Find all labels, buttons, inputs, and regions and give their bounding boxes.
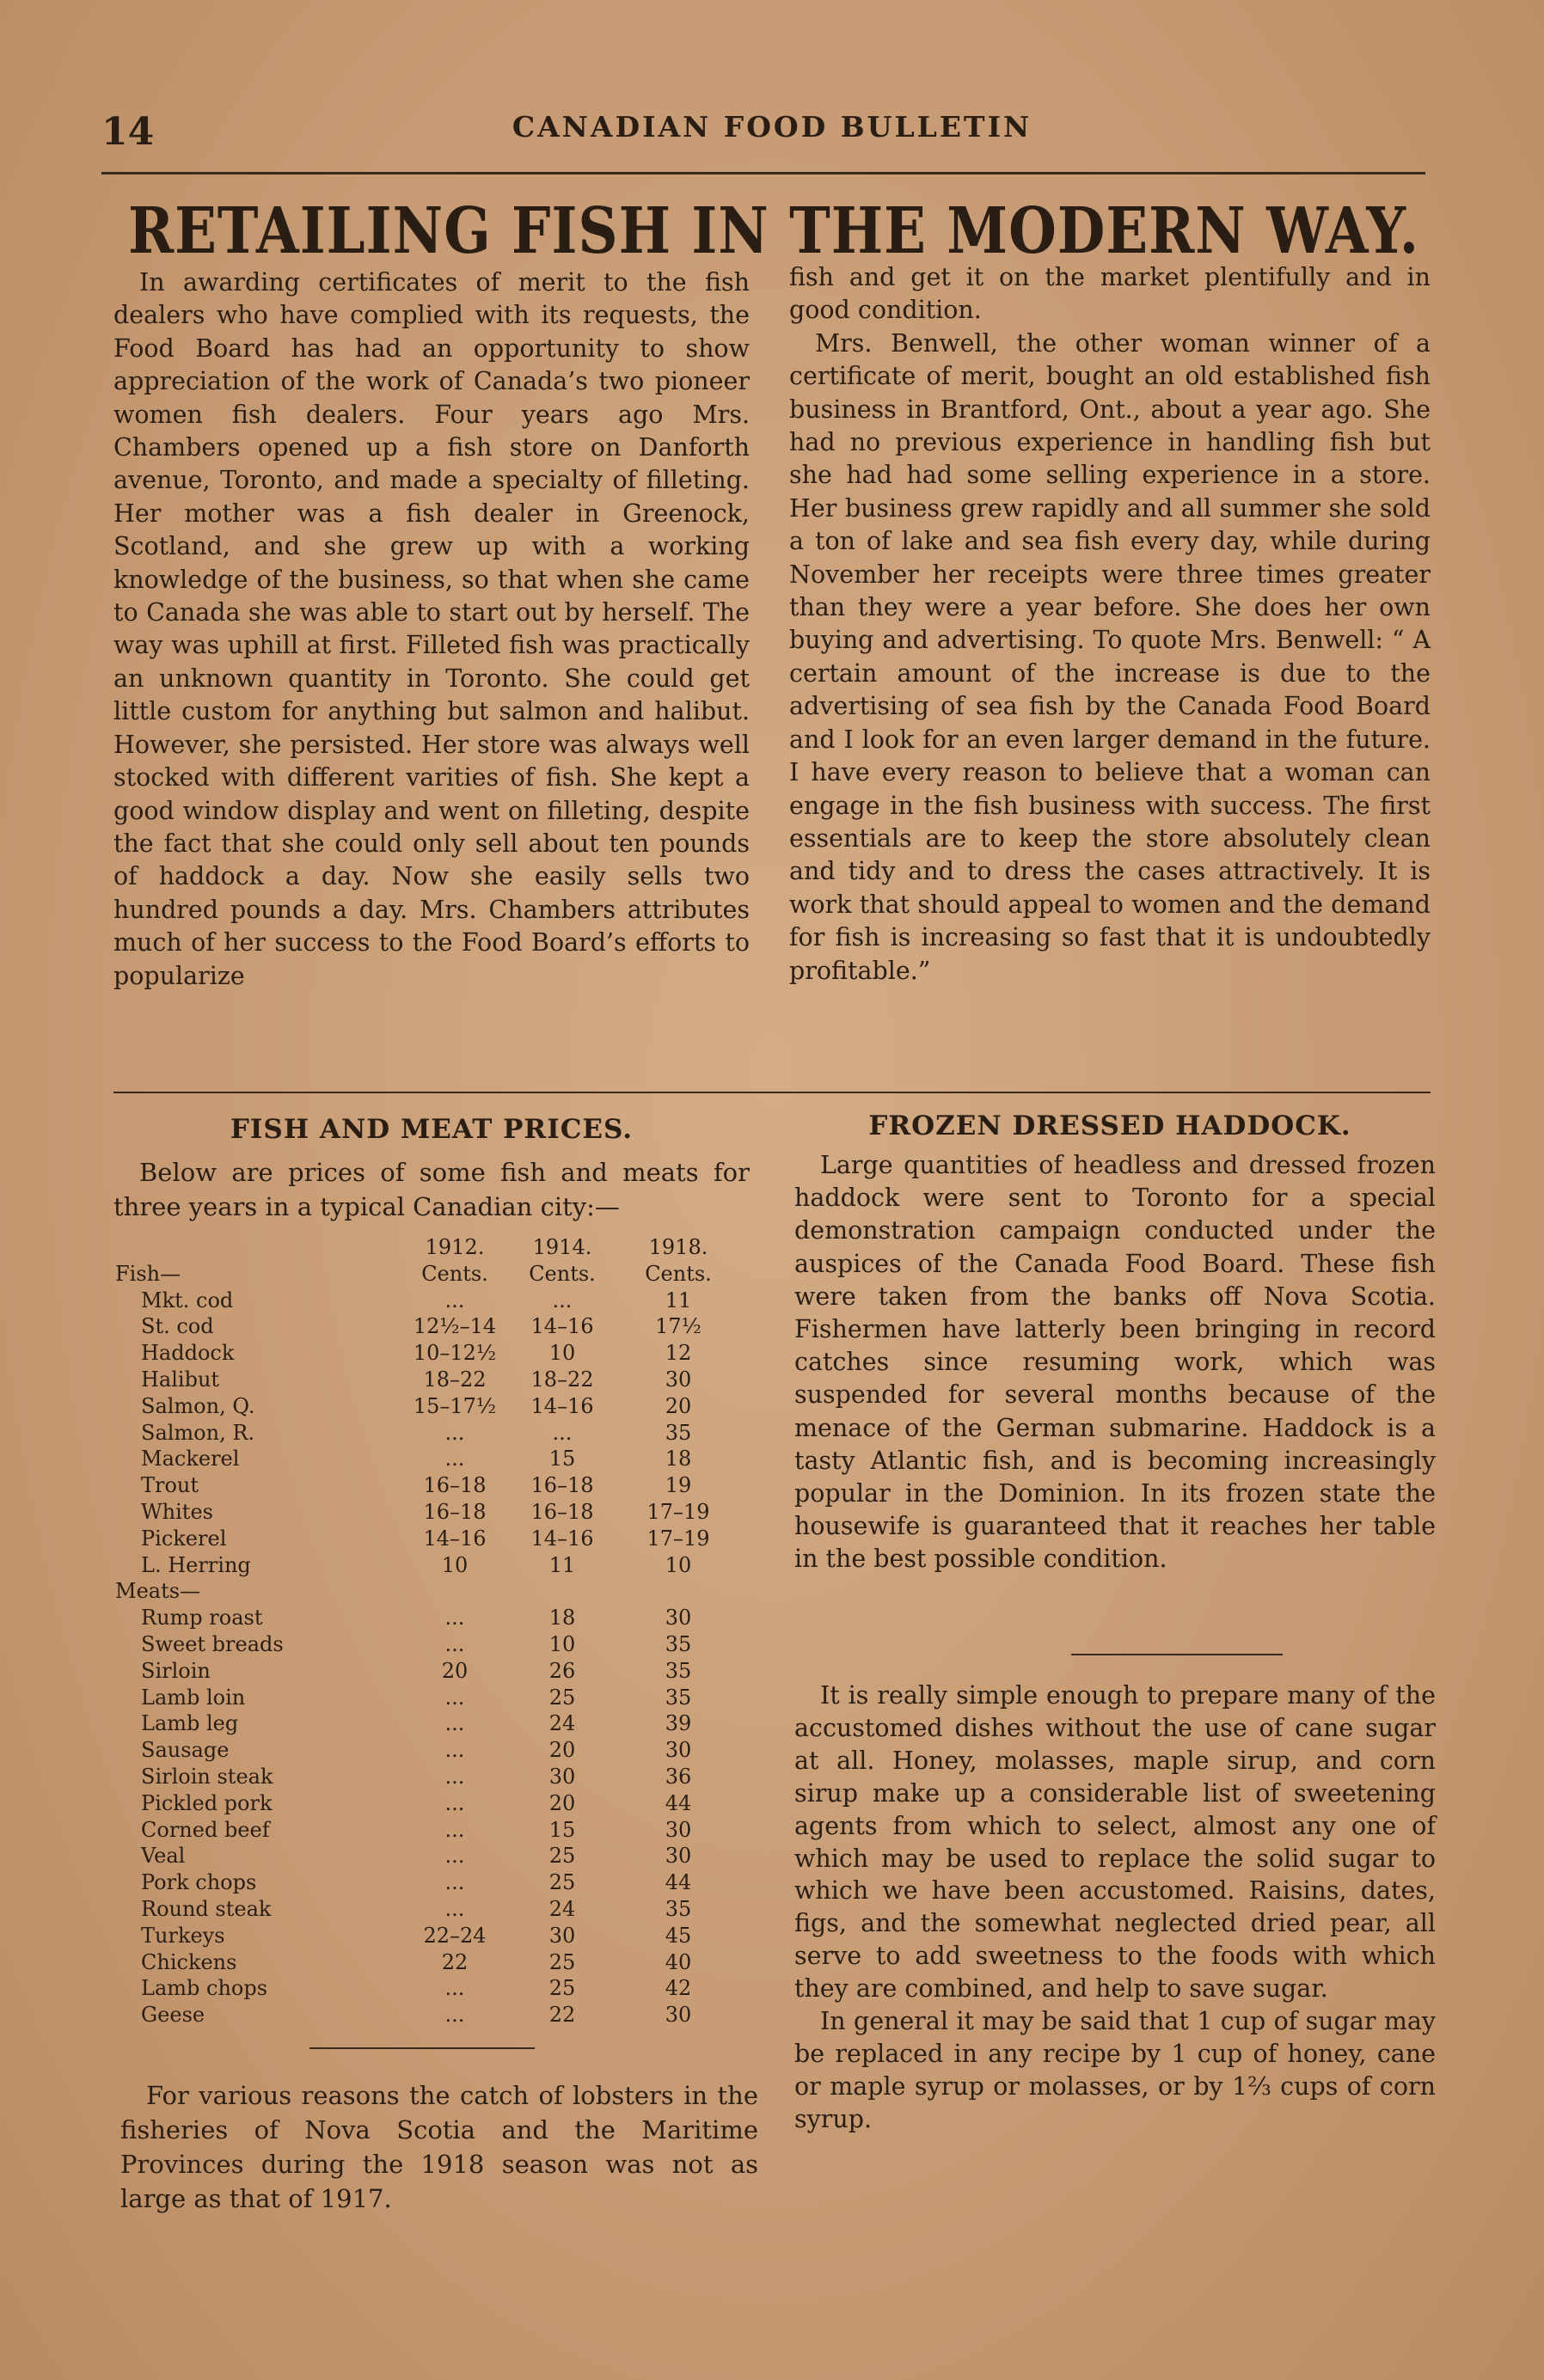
price-1914: 14–16 <box>530 1393 594 1418</box>
price-1914: 18 <box>548 1606 576 1631</box>
fish-rows <box>115 1288 751 1579</box>
price-1918: 30 <box>665 1844 692 1869</box>
haddock-article: Large quantities of headless and dressed frozen haddock were sent to Toronto for a special demonstration campaign conducted under the auspices of the Canada Food Board. These fish were taken from the banks off Nova Scotia. Fishermen have latterly been bringing in record catches since resuming work, which was suspended for several months because of the menace of the German submarine. Haddock is a tasty Atlantic fish, and is becoming increasingly popular in the Dominion. In its frozen state the housewife is guaranteed that it reaches her table in the best possible condition. <box>794 1151 1436 1574</box>
article-paragraph: In awarding certificates of merit to the fish dealers who have complied with its requests, the Food Board has had an opportunity to show appreciation of the work of Canada’s two pioneer women fish dealers. Four years ago Mrs. Chambers opened up a fish store on Danforth avenue, Toronto, and made a specialty of filleting. Her mother was a fish dealer in Greenock, Scotland, and she grew up with a working knowledge of the business, so that when she came to Canada she was able to start out by herself. The way was uphill at first. Filleted fish was practically an unknown quantity in Toronto. She could get little custom for anything but salmon and halibut. However, she persisted. Her store was always well stocked with different varities of fish. She kept a good window display and went on filleting, despite the fact that she could only sell about ten pounds of haddock a day. Now she easily sells two hundred pounds a day. Mrs. Chambers attributes much of her success to the Food Board’s efforts to popularize <box>113 268 750 990</box>
table-row <box>115 1923 751 1949</box>
price-1918: 17–19 <box>646 1499 710 1524</box>
price-1914: 24 <box>548 1896 576 1921</box>
table-row <box>115 1313 751 1340</box>
price-1912: 12½–14 <box>413 1314 497 1339</box>
item-name: Lamb leg <box>141 1711 239 1736</box>
price-1912: ... <box>444 1896 465 1921</box>
price-1918: 30 <box>665 1817 692 1842</box>
price-1912: 22–24 <box>423 1923 487 1948</box>
meats-label: Meats— <box>115 1579 201 1604</box>
prices-intro: Below are prices of some fish and meats for three years in a typical Canadian city:— <box>113 1158 750 1221</box>
price-1914: 20 <box>548 1790 576 1815</box>
item-name: Pork chops <box>141 1870 257 1895</box>
item-name: Sweet breads <box>141 1631 284 1656</box>
item-name: Round steak <box>141 1896 272 1921</box>
unit-header: Cents. <box>529 1261 596 1286</box>
haddock-heading: FROZEN DRESSED HADDOCK. <box>868 1110 1351 1141</box>
price-1914: 26 <box>548 1658 576 1683</box>
table-row <box>115 1869 751 1896</box>
price-1914: 25 <box>548 1949 576 1974</box>
item-name: Veal <box>141 1844 186 1869</box>
price-1918: 35 <box>665 1685 692 1710</box>
year-header: 1914. <box>532 1235 592 1259</box>
item-name: Mackerel <box>141 1447 240 1471</box>
table-row <box>115 1420 751 1447</box>
table-row <box>115 1817 751 1844</box>
price-1918: 44 <box>665 1790 692 1815</box>
item-name: Rump roast <box>141 1606 263 1631</box>
article-column-left <box>113 266 750 993</box>
lobsters-note: For various reasons the catch of lobsters in the fisheries of Nova Scotia and the Maritime Provinces during the 1918 season was not as large as that of 1917. <box>120 2081 758 2213</box>
price-1912: 20 <box>441 1658 469 1683</box>
price-1912: ... <box>444 1817 465 1842</box>
price-1914: 16–18 <box>530 1473 594 1498</box>
table-row <box>115 1685 751 1711</box>
price-1912: ... <box>444 1711 465 1736</box>
table-row <box>115 1552 751 1579</box>
item-name: Sausage <box>141 1738 230 1763</box>
table-header-units <box>115 1261 751 1288</box>
year-header: 1912. <box>425 1235 485 1259</box>
price-1912: ... <box>444 1685 465 1710</box>
item-name: Trout <box>141 1473 199 1498</box>
price-1912: ... <box>444 1420 465 1445</box>
running-title: CANADIAN FOOD BULLETIN <box>512 110 1032 144</box>
table-row <box>115 1710 751 1737</box>
price-1918: 35 <box>665 1896 692 1921</box>
price-1912: 14–16 <box>423 1526 487 1551</box>
price-1918: 35 <box>665 1658 692 1683</box>
price-1912: 16–18 <box>423 1499 487 1524</box>
price-1912: ... <box>444 1870 465 1895</box>
table-row <box>115 1393 751 1420</box>
unit-header: Cents. <box>421 1261 488 1286</box>
price-1912: ... <box>444 2003 465 2028</box>
item-name: Lamb chops <box>141 1976 268 2001</box>
price-1914: 10 <box>548 1631 576 1656</box>
table-row <box>115 1631 751 1658</box>
price-1914: 11 <box>548 1552 576 1577</box>
item-name: Geese <box>141 2003 205 2028</box>
price-1912: 10–12½ <box>413 1341 497 1366</box>
price-1912: ... <box>444 1764 465 1789</box>
item-name: Salmon, Q. <box>141 1393 255 1418</box>
table-row <box>115 1446 751 1472</box>
price-1918: 11 <box>665 1288 692 1312</box>
price-1918: 17½ <box>655 1314 702 1339</box>
table-row <box>115 1367 751 1393</box>
price-1918: 18 <box>665 1447 692 1471</box>
item-name: Mkt. cod <box>141 1288 234 1312</box>
price-1912: ... <box>444 1976 465 2001</box>
price-1918: 35 <box>665 1420 692 1445</box>
item-name: Salmon, R. <box>141 1420 255 1445</box>
item-name: Sirloin steak <box>141 1764 273 1789</box>
price-1912: ... <box>444 1606 465 1631</box>
price-1918: 10 <box>665 1552 692 1577</box>
price-1918: 17–19 <box>646 1526 710 1551</box>
price-1914: 25 <box>548 1870 576 1895</box>
table-row <box>115 1896 751 1923</box>
item-name: Sirloin <box>141 1658 211 1683</box>
table-row <box>115 1764 751 1790</box>
article-headline: RETAILING FISH IN THE MODERN WAY. <box>127 194 1420 269</box>
price-1912: ... <box>444 1288 465 1312</box>
price-1918: 30 <box>665 1367 692 1392</box>
item-name: Turkeys <box>141 1923 225 1948</box>
price-1914: 14–16 <box>530 1526 594 1551</box>
price-1914: 24 <box>548 1711 576 1736</box>
price-1912: ... <box>444 1447 465 1471</box>
price-1912: ... <box>444 1844 465 1869</box>
short-rule <box>1071 1654 1283 1655</box>
item-name: Corned beef <box>141 1817 270 1842</box>
item-name: Lamb loin <box>141 1685 246 1710</box>
price-1918: 40 <box>665 1949 692 1974</box>
item-name: Pickerel <box>141 1526 227 1551</box>
price-1912: ... <box>444 1790 465 1815</box>
price-table <box>115 1234 751 2028</box>
item-name: St. cod <box>141 1314 214 1339</box>
price-1918: 30 <box>665 1606 692 1631</box>
price-1912: 22 <box>441 1949 469 1974</box>
price-1914: 15 <box>548 1817 576 1842</box>
price-1912: 18–22 <box>423 1367 487 1392</box>
article-column-right <box>789 261 1431 988</box>
price-1914: 15 <box>548 1447 576 1471</box>
item-name: Whites <box>141 1499 213 1524</box>
price-1918: 42 <box>665 1976 692 2001</box>
price-1918: 30 <box>665 2003 692 2028</box>
item-name: Haddock <box>141 1341 235 1366</box>
item-name: Chickens <box>141 1949 237 1974</box>
prices-heading: FISH AND MEAT PRICES. <box>230 1114 634 1145</box>
table-row <box>115 2002 751 2028</box>
table-row <box>115 1975 751 2002</box>
price-1914: 14–16 <box>530 1314 594 1339</box>
page-number: 14 <box>101 110 155 154</box>
table-row <box>115 1658 751 1685</box>
price-1914: 25 <box>548 1976 576 2001</box>
price-1914: 20 <box>548 1738 576 1763</box>
price-1914: 25 <box>548 1685 576 1710</box>
price-1912: ... <box>444 1738 465 1763</box>
price-1914: 30 <box>548 1923 576 1948</box>
price-1914: 10 <box>548 1341 576 1366</box>
item-name: Pickled pork <box>141 1790 273 1815</box>
table-row <box>115 1605 751 1631</box>
price-1918: 19 <box>665 1473 692 1498</box>
table-row <box>115 1790 751 1817</box>
header-rule <box>101 172 1425 174</box>
price-1918: 30 <box>665 1738 692 1763</box>
price-1914: 18–22 <box>530 1367 594 1392</box>
price-1918: 44 <box>665 1870 692 1895</box>
year-header: 1918. <box>648 1235 708 1259</box>
price-1918: 45 <box>665 1923 692 1948</box>
article-paragraph: fish and get it on the market plentifully and in good condition. <box>789 263 1431 325</box>
table-row <box>115 1340 751 1367</box>
price-1914: 22 <box>548 2003 576 2028</box>
article-paragraph: Mrs. Benwell, the other woman winner of a certificate of merit, bought an old established fish business in Brantford, Ont., about a year ago. She had no previous experience in handling fish but she had had some selling experience in a store. Her business grew rapidly and all summer she sold a ton of lake and sea fish every day, while during November her receipts were three times greater than they were a year before. She does her own buying and advertising. To quote Mrs. Benwell: “ A certain amount of the increase is due to the advertising of sea fish by the Canada Food Board and I look for an even larger demand in the future. I have every reason to believe that a woman can engage in the fish business with success. The first essentials are to keep the store absolutely clean and tidy and to dress the cases attractively. It is work that should appeal to women and the demand for fish is increasing so fast that it is undoubtedly profitable.” <box>789 328 1431 985</box>
table-row <box>115 1472 751 1499</box>
price-1912: ... <box>444 1631 465 1656</box>
sugar-article: It is really simple enough to prepare many of the accustomed dishes without the use of cane sugar at all. Honey, molasses, maple sirup, and corn sirup make up a considerable list of sweetening agents from which to select, almost any one of which may be used to replace the solid sugar to which we have been accustomed. Raisins, dates, figs, and the somewhat neglected dried pear, all serve to add sweetness to the foods with which they are combined, and help to save sugar. In general it may be said that 1 cup of sugar may be replaced in any recipe by 1 cup of honey, cane or maple syrup or molasses, or by 1⅔ cups of corn syrup. <box>794 1681 1436 2133</box>
item-name: L. Herring <box>141 1552 251 1577</box>
price-1912: 16–18 <box>423 1473 487 1498</box>
meats-label-row <box>115 1578 751 1605</box>
price-1912: 15–17½ <box>413 1393 497 1418</box>
price-1914: 16–18 <box>530 1499 594 1524</box>
table-row <box>115 1843 751 1869</box>
table-row <box>115 1737 751 1764</box>
price-1918: 36 <box>665 1764 692 1789</box>
price-1914: 25 <box>548 1844 576 1869</box>
table-row <box>115 1526 751 1552</box>
short-rule <box>309 2047 535 2049</box>
price-1914: 30 <box>548 1764 576 1789</box>
price-1918: 12 <box>665 1341 692 1366</box>
unit-header: Cents. <box>645 1261 712 1286</box>
price-1912: 10 <box>441 1552 469 1577</box>
table-header-years <box>115 1234 751 1261</box>
table-row <box>115 1949 751 1976</box>
price-1918: 35 <box>665 1631 692 1656</box>
fish-label: Fish— <box>115 1261 181 1286</box>
item-name: Halibut <box>141 1367 220 1392</box>
meat-rows <box>115 1605 751 2028</box>
price-1914: ... <box>552 1288 573 1312</box>
price-1918: 39 <box>665 1711 692 1736</box>
price-1914: ... <box>552 1420 573 1445</box>
section-rule <box>113 1092 1431 1093</box>
table-row <box>115 1499 751 1526</box>
price-1918: 20 <box>665 1393 692 1418</box>
table-row <box>115 1288 751 1314</box>
